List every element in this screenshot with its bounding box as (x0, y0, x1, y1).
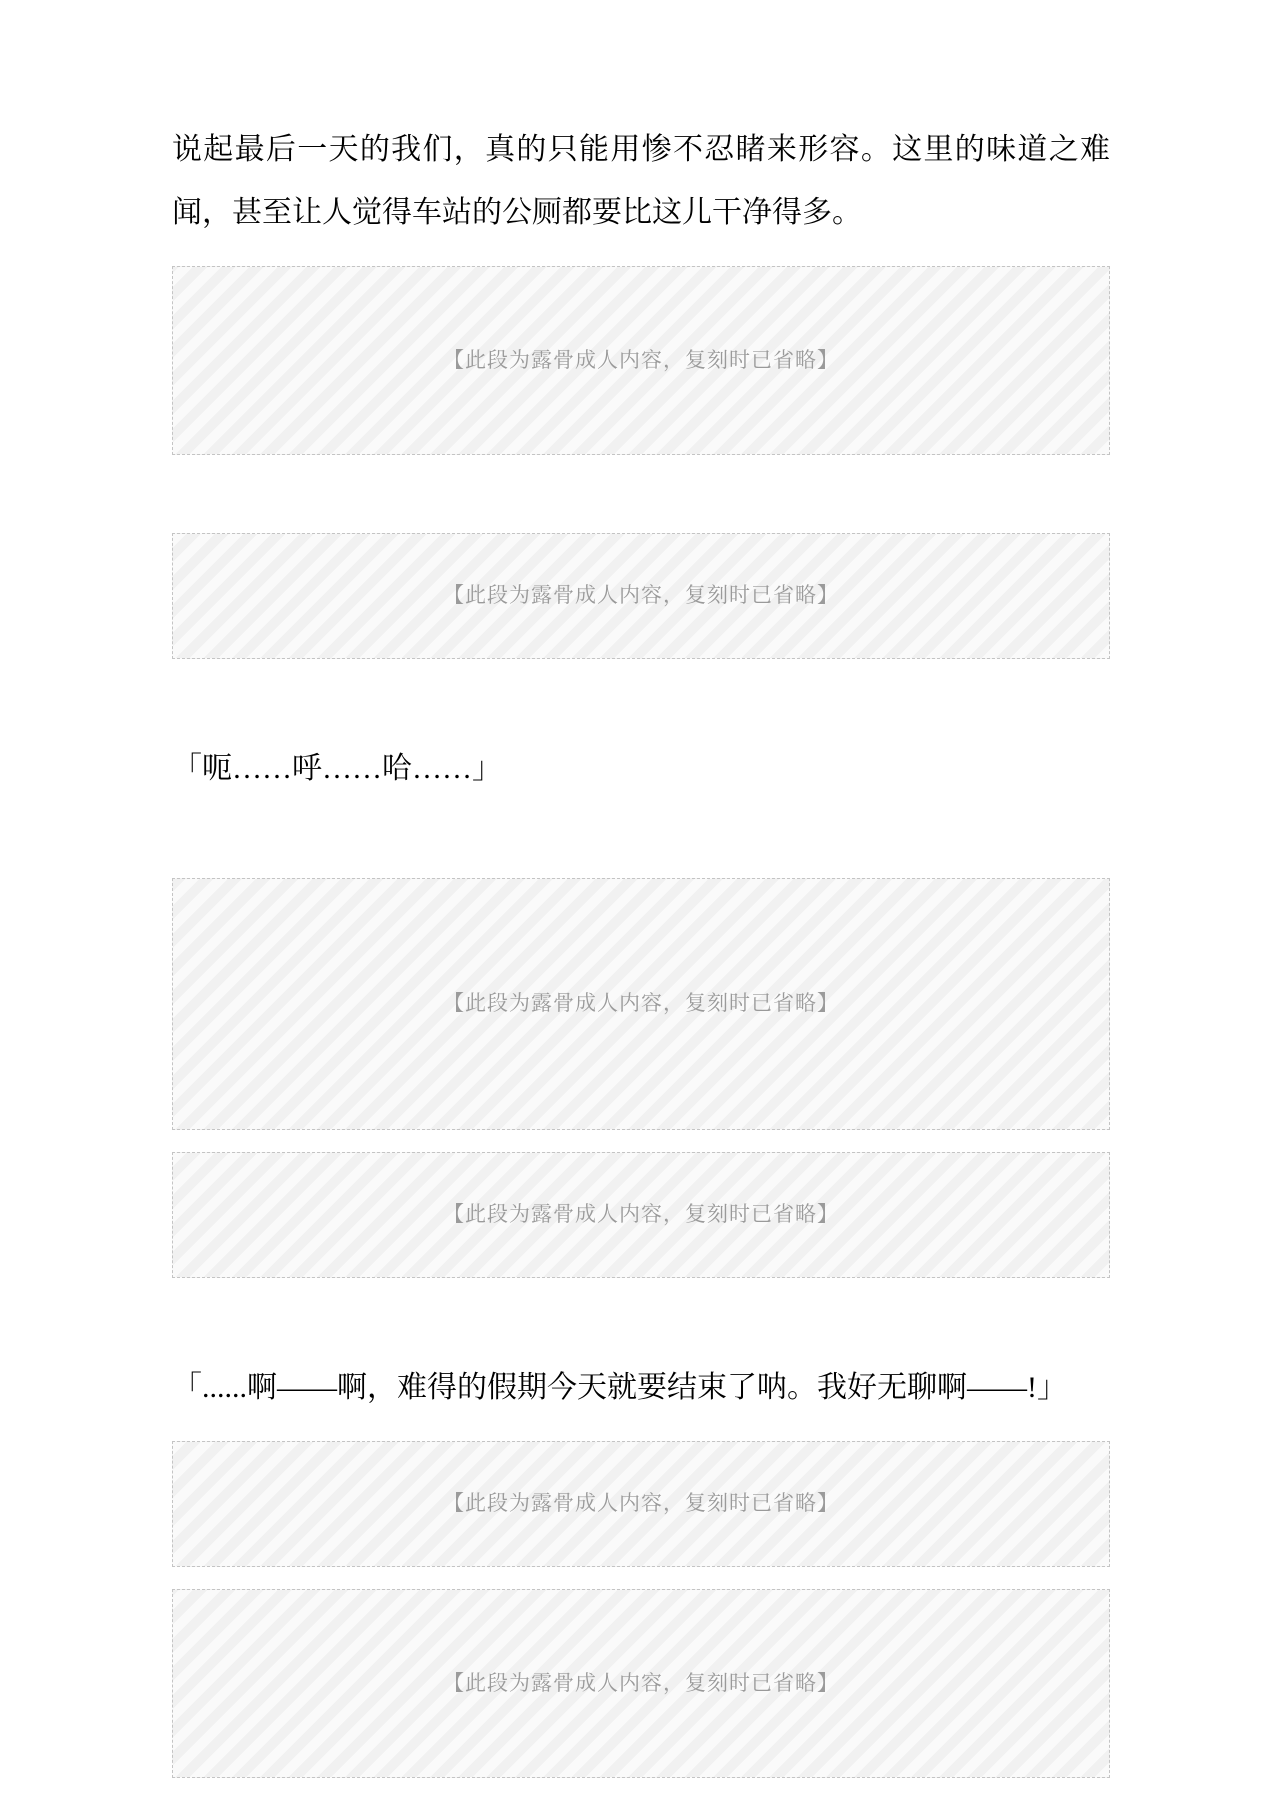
dialogue-line: 「呃……呼……哈……」 (172, 752, 502, 785)
paragraph: 说起最后一天的我们，真的只能用惨不忍睹来形容。这里的味道之难闻，甚至让人觉得车站的公厕都要比这儿干净得多。 (172, 133, 1110, 229)
dialogue-line: 「......啊——啊，难得的假期今天就要结束了呐。我好无聊啊——!」 (172, 1371, 1067, 1404)
paragraph: 【此段为露骨成人内容，复刻时已省略】 (172, 1152, 1110, 1278)
paragraph: 【此段为露骨成人内容，复刻时已省略】 (172, 266, 1110, 455)
paragraph: 【此段为露骨成人内容，复刻时已省略】 (172, 1441, 1110, 1567)
paragraph: 【此段为露骨成人内容，复刻时已省略】 (172, 533, 1110, 659)
paragraph: 【此段为露骨成人内容，复刻时已省略】 (172, 1589, 1110, 1778)
paragraph: 【此段为露骨成人内容，复刻时已省略】 (172, 878, 1110, 1130)
document-body (172, 118, 1110, 1778)
